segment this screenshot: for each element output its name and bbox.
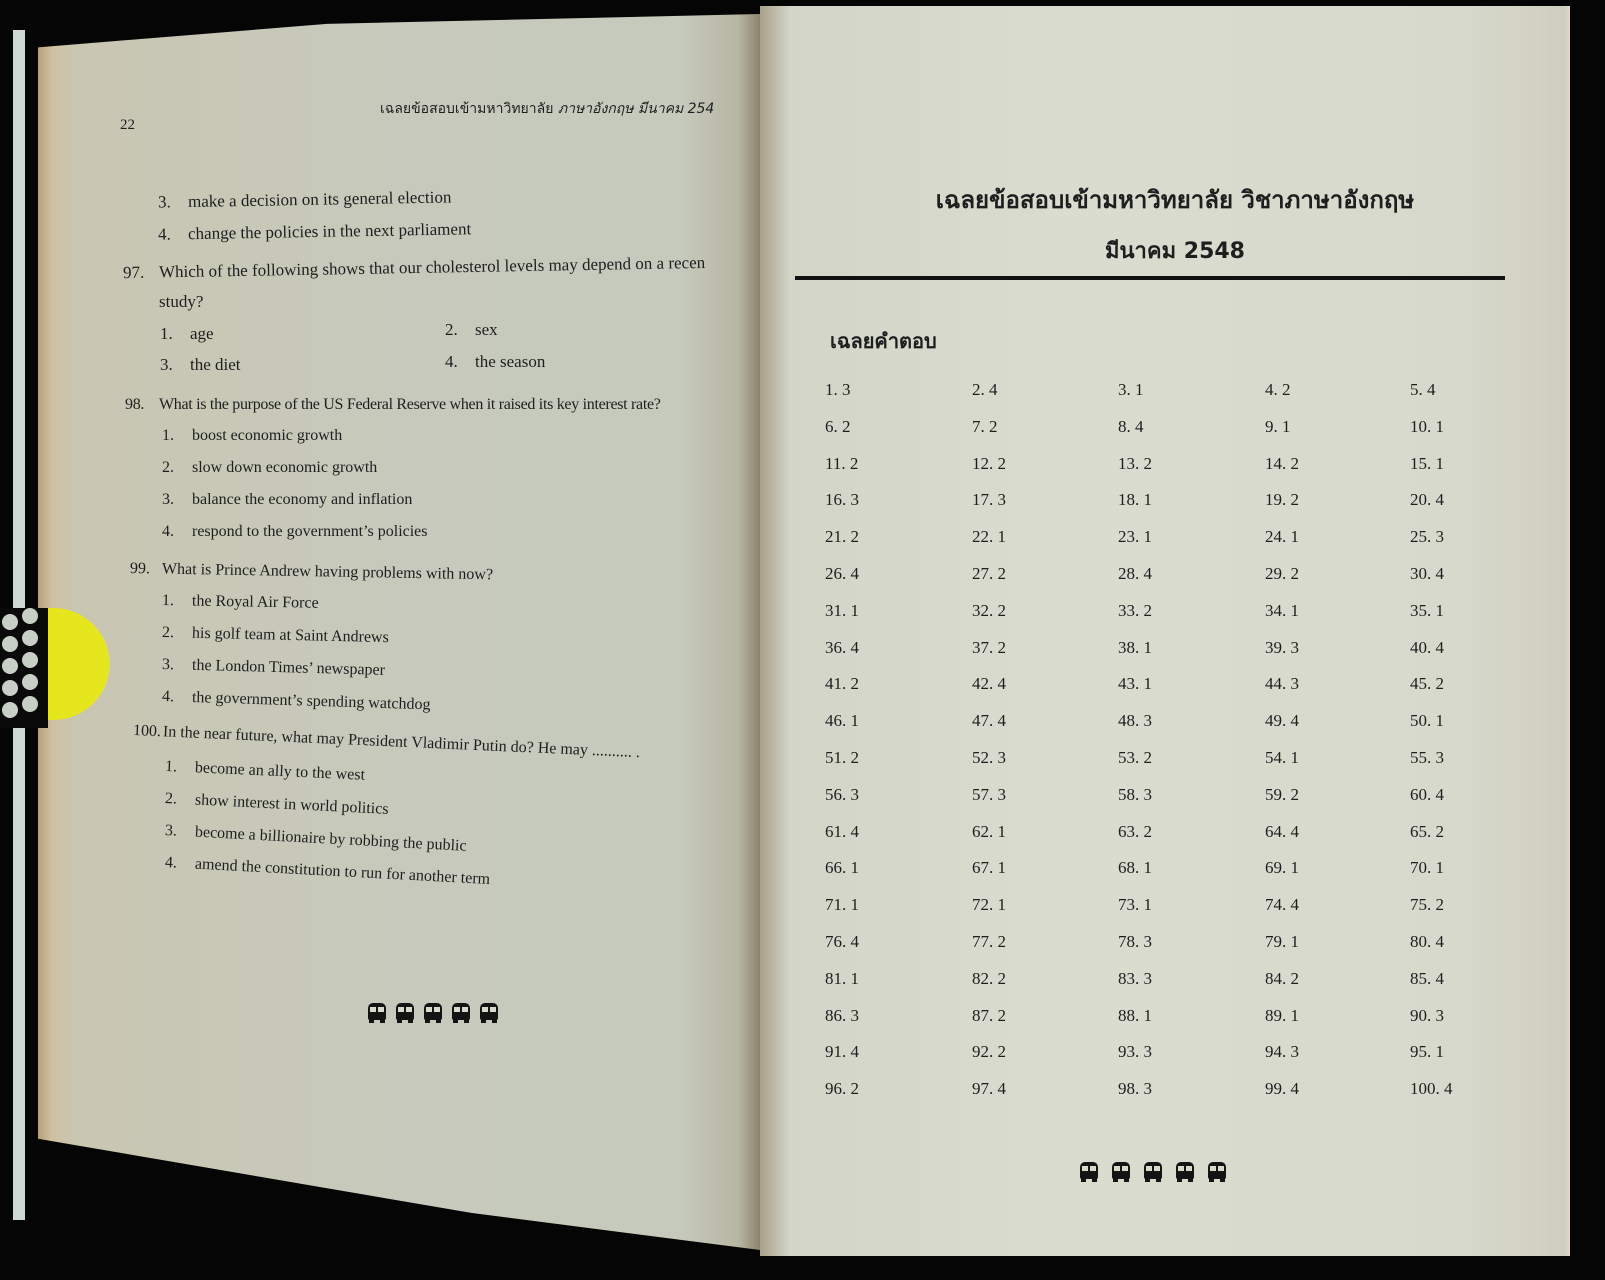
question-98: 98. What is the purpose of the US Federal Reserve when it raised its key interest rate? — [125, 396, 661, 413]
answer-item: 1. 3 — [825, 380, 851, 399]
bus-icon — [1080, 1162, 1098, 1182]
bookmark-dotted-part — [0, 608, 48, 728]
answer-item: 71. 1 — [825, 895, 859, 915]
answer-item: 7. 2 — [972, 416, 998, 436]
answer-item: 95. 1 — [1410, 1042, 1444, 1062]
question-97: 97. Which of the following shows that our cholesterol levels may depend on a recen — [122, 252, 706, 283]
answer-item: 84. 2 — [1265, 968, 1299, 988]
answer-item: 11. 2 — [825, 453, 859, 473]
answer-item: 70. 1 — [1410, 858, 1444, 878]
answer-item: 99. 4 — [1265, 1079, 1299, 1099]
answer-item: 14. 2 — [1265, 453, 1299, 473]
option: 2. slow down economic growth — [162, 459, 378, 476]
answer-item: 2. 4 — [972, 380, 998, 399]
answer-item: 30. 4 — [1410, 564, 1444, 583]
answer-item: 74. 4 — [1265, 895, 1299, 915]
answer-item: 77. 2 — [972, 932, 1006, 951]
answer-item: 53. 2 — [1118, 748, 1152, 767]
bus-icon — [452, 1003, 470, 1023]
option: 3. make a decision on its general election — [157, 187, 452, 212]
answer-item: 29. 2 — [1265, 564, 1299, 583]
bus-icon — [1176, 1162, 1194, 1182]
page-number: 22 — [120, 117, 135, 133]
answer-item: 9. 1 — [1265, 416, 1291, 436]
option: 3. become a billionaire by robbing the public — [164, 822, 467, 855]
running-head — [380, 98, 714, 120]
answer-item: 17. 3 — [972, 490, 1006, 510]
answer-item: 58. 3 — [1118, 784, 1152, 804]
bus-icon — [424, 1003, 442, 1023]
answer-item: 49. 4 — [1265, 711, 1299, 731]
answer-item: 33. 2 — [1118, 600, 1152, 620]
answer-item: 31. 1 — [825, 600, 859, 620]
answer-item: 42. 4 — [972, 674, 1006, 694]
answer-item: 90. 3 — [1410, 1005, 1444, 1025]
question-99: 99. What is Prince Andrew having problems with now? — [129, 560, 494, 584]
answer-item: 61. 4 — [825, 821, 859, 841]
bus-icon — [480, 1003, 498, 1023]
answer-item: 66. 1 — [825, 858, 859, 878]
question-97-line2: study? — [159, 292, 204, 311]
option: 4. the season — [445, 352, 546, 371]
running-head-italic: ภาษาอังกฤษ มีนาคม 254 — [557, 101, 715, 117]
answer-item: 91. 4 — [825, 1042, 859, 1062]
answer-item: 21. 2 — [825, 527, 859, 547]
option: 3. balance the economy and inflation — [162, 491, 413, 508]
answer-item: 39. 3 — [1265, 637, 1299, 657]
answer-item: 80. 4 — [1410, 932, 1444, 951]
bus-icon — [1144, 1162, 1162, 1182]
answer-item: 82. 2 — [972, 968, 1006, 988]
bus-icon — [1112, 1162, 1130, 1182]
answer-item: 16. 3 — [825, 490, 859, 510]
answer-item: 78. 3 — [1118, 932, 1152, 951]
answer-item: 19. 2 — [1265, 490, 1299, 510]
option: 4. respond to the government’s policies — [162, 523, 428, 540]
answer-item: 27. 2 — [972, 564, 1006, 583]
answer-item: 88. 1 — [1118, 1005, 1152, 1025]
answer-item: 45. 2 — [1410, 674, 1444, 694]
option: 1. become an ally to the west — [164, 758, 366, 784]
answer-item: 76. 4 — [825, 932, 859, 951]
answer-item: 87. 2 — [972, 1005, 1006, 1025]
answer-item: 43. 1 — [1118, 674, 1152, 694]
answer-item: 22. 1 — [972, 527, 1006, 547]
option: 1. the Royal Air Force — [161, 592, 319, 612]
answer-item: 94. 3 — [1265, 1042, 1299, 1062]
option: 3. the diet — [160, 355, 241, 374]
answer-item: 54. 1 — [1265, 748, 1299, 767]
answer-item: 96. 2 — [825, 1079, 859, 1099]
option: 4. the government’s spending watchdog — [161, 688, 431, 714]
answer-item: 25. 3 — [1410, 527, 1444, 547]
answer-key-title: เฉลยข้อสอบเข้ามหาวิทยาลัย วิชาภาษาอังกฤษ — [935, 186, 1415, 214]
running-head-plain: เฉลยข้อสอบเข้ามหาวิทยาลัย — [380, 101, 554, 117]
section-heading: เฉลยคำตอบ — [830, 329, 937, 353]
answer-item: 4. 2 — [1265, 380, 1291, 399]
option: 1. age — [160, 324, 214, 343]
answer-item: 83. 3 — [1118, 968, 1152, 988]
answer-item: 44. 3 — [1265, 674, 1299, 694]
answer-item: 93. 3 — [1118, 1042, 1152, 1062]
bus-icon — [1208, 1162, 1226, 1182]
answer-item: 75. 2 — [1410, 895, 1444, 915]
answer-item: 10. 1 — [1410, 416, 1444, 436]
answer-item: 69. 1 — [1265, 858, 1299, 878]
option: 2. sex — [445, 320, 498, 339]
answer-item: 89. 1 — [1265, 1005, 1299, 1025]
option: 4. amend the constitution to run for another term — [164, 854, 491, 889]
option: 3. the London Times’ newspaper — [161, 656, 386, 679]
answer-item: 51. 2 — [825, 748, 859, 767]
answer-item: 72. 1 — [972, 895, 1006, 915]
answer-item: 55. 3 — [1410, 748, 1444, 767]
answer-item: 6. 2 — [825, 416, 851, 436]
answer-item: 40. 4 — [1410, 637, 1444, 657]
answer-item: 3. 1 — [1118, 380, 1144, 399]
answer-item: 20. 4 — [1410, 490, 1444, 510]
answer-item: 15. 1 — [1410, 453, 1444, 473]
answer-item: 64. 4 — [1265, 821, 1299, 841]
answer-item: 5. 4 — [1410, 380, 1436, 399]
option: 2. his golf team at Saint Andrews — [161, 624, 390, 647]
answer-item: 32. 2 — [972, 600, 1006, 620]
answer-item: 56. 3 — [825, 784, 859, 804]
answer-item: 46. 1 — [825, 711, 859, 731]
answer-item: 50. 1 — [1410, 711, 1444, 731]
answer-item: 79. 1 — [1265, 932, 1299, 951]
answer-item: 92. 2 — [972, 1042, 1006, 1062]
answer-item: 23. 1 — [1118, 527, 1152, 547]
answer-item: 60. 4 — [1410, 784, 1444, 804]
answer-item: 68. 1 — [1118, 858, 1152, 878]
bus-icon — [368, 1003, 386, 1023]
answer-item: 67. 1 — [972, 858, 1006, 878]
answer-item: 73. 1 — [1118, 895, 1152, 915]
answer-item: 81. 1 — [825, 968, 859, 988]
answer-item: 97. 4 — [972, 1079, 1006, 1099]
answer-item: 98. 3 — [1118, 1079, 1152, 1099]
answer-key-subtitle: มีนาคม 2548 — [1104, 239, 1245, 264]
answer-item: 41. 2 — [825, 674, 859, 694]
answer-item: 34. 1 — [1265, 600, 1299, 620]
answer-item: 86. 3 — [825, 1005, 859, 1025]
answer-item: 26. 4 — [825, 564, 859, 583]
question-100: 100.In the near future, what may President Vladimir Putin do? He may .......... . — [132, 722, 641, 762]
bookmark-clip — [0, 608, 112, 728]
answer-item: 35. 1 — [1410, 600, 1444, 620]
bookmark-yellow-tab — [48, 608, 110, 720]
answer-item: 47. 4 — [972, 711, 1006, 731]
title-rule — [795, 276, 1505, 280]
answer-item: 52. 3 — [972, 748, 1006, 767]
answer-item: 59. 2 — [1265, 784, 1299, 804]
answer-item: 62. 1 — [972, 821, 1006, 841]
answer-item: 13. 2 — [1118, 453, 1152, 473]
option: 2. show interest in world politics — [164, 790, 389, 818]
answer-item: 63. 2 — [1118, 821, 1152, 841]
answer-item: 100. 4 — [1410, 1079, 1453, 1099]
answer-item: 18. 1 — [1118, 490, 1152, 510]
answer-item: 85. 4 — [1410, 968, 1444, 988]
answer-item: 48. 3 — [1118, 711, 1152, 731]
option: 1. boost economic growth — [162, 427, 343, 444]
answer-item: 8. 4 — [1118, 416, 1144, 436]
answer-item: 37. 2 — [972, 637, 1006, 657]
answer-item: 57. 3 — [972, 784, 1006, 804]
option: 4. change the policies in the next parliament — [157, 219, 472, 244]
answer-item: 12. 2 — [972, 453, 1006, 473]
answer-item: 38. 1 — [1118, 637, 1152, 657]
bus-icon — [396, 1003, 414, 1023]
answer-item: 65. 2 — [1410, 821, 1444, 841]
answer-item: 24. 1 — [1265, 527, 1299, 547]
answer-item: 36. 4 — [825, 637, 859, 657]
answer-item: 28. 4 — [1118, 564, 1152, 583]
